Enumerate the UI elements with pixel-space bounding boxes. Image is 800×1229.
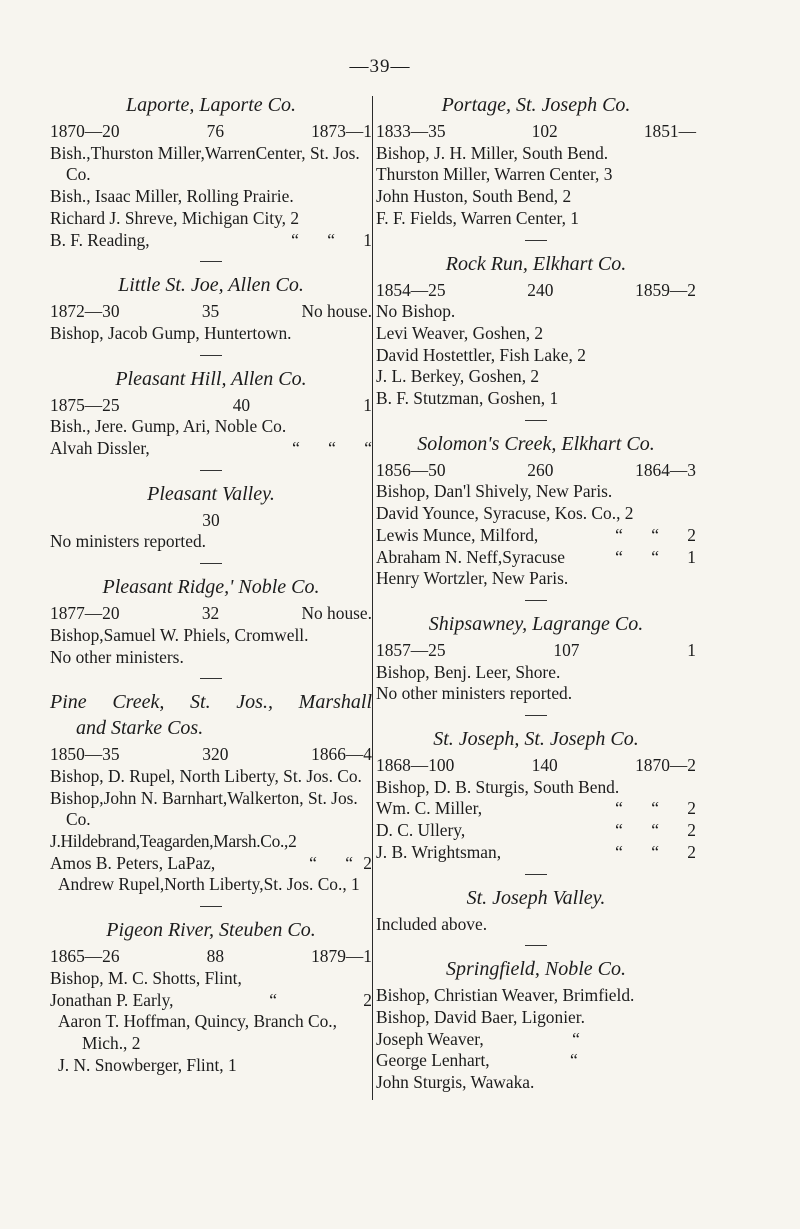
ditto-marks xyxy=(591,842,696,864)
member-count: 76 xyxy=(206,121,225,141)
ditto-mark: “ xyxy=(292,438,300,459)
ditto-marks xyxy=(591,820,696,842)
congregation-solomons-creek xyxy=(376,431,696,590)
minister-name: Wm. C. Miller, xyxy=(376,798,483,819)
minister-name: D. C. Ullery, xyxy=(376,820,466,841)
ditto-mark: “ xyxy=(291,229,299,250)
member-count: 88 xyxy=(206,946,225,967)
minister-count: 1 xyxy=(687,546,696,567)
minister-name: Lewis Munce, Milford, xyxy=(376,524,539,545)
left-column xyxy=(50,92,372,1076)
minister-name: J. B. Wrightsman, xyxy=(376,841,502,862)
congregation-heading: Pleasant Valley. xyxy=(147,482,275,505)
member-count: 35 xyxy=(201,301,220,322)
minister-line xyxy=(50,438,372,460)
ditto-mark: “ xyxy=(651,820,659,841)
minister-line: Bish., Isaac Miller, Rolling Prairie. xyxy=(50,186,294,207)
minister-line xyxy=(376,1029,696,1051)
congregation-stats xyxy=(50,121,372,143)
minister-count: 2 xyxy=(687,841,696,862)
member-count: 40 xyxy=(232,394,251,415)
section-rule xyxy=(200,470,222,471)
meetinghouse-year: 1851— xyxy=(643,121,696,141)
congregation-little-st-joe xyxy=(50,272,372,344)
minister-line: J. L. Berkey, Goshen, 2 xyxy=(376,366,540,387)
minister-line: Richard J. Shreve, Michigan City, 2 xyxy=(50,207,300,228)
congregation-heading-continued: and Starke Cos. xyxy=(76,717,204,740)
congregation-heading: Portage, St. Joseph Co. xyxy=(441,94,631,116)
minister-line: Included above. xyxy=(376,913,488,934)
congregation-heading: Pigeon River, Steuben Co. xyxy=(106,919,316,942)
congregation-stats xyxy=(50,946,372,968)
congregation-stats xyxy=(50,395,372,417)
congregation-rock-run xyxy=(376,251,696,410)
section-rule xyxy=(200,355,222,356)
minister-name: B. F. Reading, xyxy=(50,229,150,250)
minister-name: Joseph Weaver, xyxy=(376,1028,484,1049)
minister-line: Aaron T. Hoffman, Quincy, Branch Co., Mich., 2 xyxy=(58,1011,337,1053)
section-rule xyxy=(525,874,547,875)
minister-line: Bishop, David Baer, Ligonier. xyxy=(376,1006,585,1027)
ditto-mark: “ xyxy=(615,841,623,862)
member-count: 107 xyxy=(553,639,580,660)
minister-line xyxy=(376,798,696,820)
meetinghouse-year: 1866—4 xyxy=(311,744,372,765)
minister-line xyxy=(376,525,696,547)
minister-line: John Huston, South Bend, 2 xyxy=(376,186,572,207)
meetinghouse-year: 1879—1 xyxy=(311,946,372,967)
ditto-marks xyxy=(268,438,372,460)
page-number: —39— xyxy=(349,56,411,77)
minister-line: Bish., Jere. Gump, Ari, Noble Co. xyxy=(50,416,287,437)
congregation-shipsawney xyxy=(376,611,696,705)
minister-line: David Hostettler, Fish Lake, 2 xyxy=(376,344,586,365)
congregation-st-joseph-valley xyxy=(376,885,696,936)
minister-count: 1 xyxy=(363,229,372,250)
congregation-heading: Little St. Joe, Allen Co. xyxy=(118,274,304,297)
section-rule xyxy=(200,906,222,907)
minister-line: No other ministers reported. xyxy=(376,683,573,704)
minister-line: No ministers reported. xyxy=(50,531,206,552)
organized-year: 1872—30 xyxy=(50,301,120,322)
minister-line: David Younce, Syracuse, Kos. Co., 2 xyxy=(376,503,634,524)
ditto-mark: “ xyxy=(570,1050,578,1071)
congregation-portage xyxy=(376,92,696,230)
minister-line: Bishop,Samuel W. Phiels, Cromwell. xyxy=(50,624,309,645)
member-count: 30 xyxy=(202,509,220,530)
congregation-stats xyxy=(376,121,696,143)
ditto-mark: “ xyxy=(651,841,659,862)
ditto-marks xyxy=(609,547,696,569)
congregation-heading: Pleasant Ridge,' Noble Co. xyxy=(102,576,320,599)
minister-line: No other ministers. xyxy=(50,646,184,667)
congregation-heading: Solomon's Creek, Elkhart Co. xyxy=(417,432,655,455)
minister-name: Jonathan P. Early, xyxy=(50,989,174,1010)
congregation-heading: Springfield, Noble Co. xyxy=(446,958,626,981)
minister-line: Bishop, Benj. Leer, Shore. xyxy=(376,661,561,682)
ditto-mark: “ xyxy=(615,524,623,545)
minister-line: Bishop, Dan'l Shively, New Paris. xyxy=(376,481,613,502)
minister-line: Bishop, Christian Weaver, Brimfield. xyxy=(376,985,635,1006)
ditto-mark: “ xyxy=(364,438,372,459)
ditto-mark: “ xyxy=(269,989,277,1010)
congregation-heading: Pine Creek, St. Jos., Marshall xyxy=(50,691,372,714)
organized-year: 1877—20 xyxy=(50,603,120,624)
organized-year: 1870—20 xyxy=(50,121,120,141)
ditto-mark: “ xyxy=(651,524,659,545)
minister-line: Levi Weaver, Goshen, 2 xyxy=(376,322,544,343)
congregation-pine-creek xyxy=(50,689,372,896)
congregation-st-joseph xyxy=(376,726,696,864)
minister-line: Andrew Rupel,North Liberty,St. Jos. Co., 1 xyxy=(58,874,360,895)
congregation-stats xyxy=(376,460,696,482)
minister-line: J.Hildebrand,Teagarden,Marsh.Co.,2 xyxy=(50,831,297,852)
minister-line: Thurston Miller, Warren Center, 3 xyxy=(376,164,613,185)
minister-line: No Bishop. xyxy=(376,301,456,322)
organized-year: 1857—25 xyxy=(376,639,446,660)
ditto-marks xyxy=(591,798,696,820)
meetinghouse-year: 1870—2 xyxy=(635,755,696,776)
congregation-springfield xyxy=(376,956,696,1094)
ditto-mark: “ xyxy=(309,852,317,873)
member-count: 140 xyxy=(531,755,558,776)
congregation-heading: St. Joseph Valley. xyxy=(466,886,606,909)
minister-line: Bishop, D. B. Sturgis, South Bend. xyxy=(376,776,620,797)
meetinghouse-year: 1864—3 xyxy=(635,459,696,480)
section-rule xyxy=(525,420,547,421)
minister-count: 2 xyxy=(363,852,372,873)
right-column xyxy=(376,92,696,1094)
minister-count: 2 xyxy=(687,820,696,841)
minister-line: Henry Wortzler, New Paris. xyxy=(376,568,569,589)
congregation-pleasant-valley xyxy=(50,481,372,553)
ditto-mark: “ xyxy=(615,798,623,819)
ditto-mark: “ xyxy=(345,852,353,873)
minister-line: John Sturgis, Wawaka. xyxy=(376,1072,535,1093)
member-count: 32 xyxy=(201,603,220,624)
section-rule xyxy=(525,240,547,241)
ditto-mark: “ xyxy=(327,229,335,250)
section-rule xyxy=(525,715,547,716)
minister-name: George Lenhart, xyxy=(376,1050,490,1071)
column-divider xyxy=(372,96,373,1100)
organized-year: 1865—26 xyxy=(50,946,120,967)
minister-line xyxy=(376,547,696,569)
congregation-laporte xyxy=(50,92,372,251)
ditto-mark: “ xyxy=(572,1028,580,1049)
congregation-pigeon-river xyxy=(50,917,372,1076)
organized-year: 1854—25 xyxy=(376,279,446,300)
minister-count: 2 xyxy=(363,989,372,1010)
organized-year: 1850—35 xyxy=(50,744,120,765)
minister-count: 2 xyxy=(687,524,696,545)
member-count: 240 xyxy=(527,279,554,300)
organized-year: 1868—100 xyxy=(376,755,455,776)
ditto-mark: “ xyxy=(328,438,336,459)
ditto-marks xyxy=(245,990,372,1012)
congregation-stats xyxy=(50,603,372,625)
ditto-mark: “ xyxy=(615,546,623,567)
ditto-marks xyxy=(591,525,696,547)
minister-line xyxy=(50,230,372,252)
minister-name: Amos B. Peters, LaPaz, xyxy=(50,852,216,873)
section-rule xyxy=(200,261,222,262)
organized-year: 1875—25 xyxy=(50,394,120,415)
ditto-mark: “ xyxy=(651,546,659,567)
section-rule xyxy=(525,600,547,601)
minister-name: Abraham N. Neff,Syracuse xyxy=(376,546,565,567)
meetinghouse-note: No house. xyxy=(301,603,372,624)
minister-name: Alvah Dissler, xyxy=(50,438,150,459)
congregation-heading: Shipsawney, Lagrange Co. xyxy=(428,612,644,635)
congregation-stats xyxy=(50,744,372,766)
meetinghouse-note: No house. xyxy=(301,301,372,322)
minister-line: Bishop, J. H. Miller, South Bend. xyxy=(376,142,609,163)
congregation-stats xyxy=(376,640,696,662)
meetinghouse-year: 1859—2 xyxy=(635,279,696,300)
congregation-pleasant-hill xyxy=(50,366,372,460)
member-count: 102 xyxy=(531,121,558,141)
ditto-mark: “ xyxy=(615,820,623,841)
minister-line xyxy=(376,842,696,864)
minister-line: J. N. Snowberger, Flint, 1 xyxy=(58,1054,237,1075)
minister-line xyxy=(50,853,372,875)
minister-line xyxy=(376,820,696,842)
congregation-heading: Laporte, Laporte Co. xyxy=(125,94,297,116)
ditto-marks xyxy=(267,230,372,252)
minister-line xyxy=(50,990,372,1012)
section-rule xyxy=(200,563,222,564)
member-count: 260 xyxy=(527,459,554,480)
congregation-heading: St. Joseph, St. Joseph Co. xyxy=(433,728,639,751)
section-rule xyxy=(525,945,547,946)
ditto-marks xyxy=(285,853,372,875)
congregation-stats xyxy=(376,755,696,777)
congregation-heading: Pleasant Hill, Allen Co. xyxy=(115,367,307,390)
minister-line: Bish.,Thurston Miller,WarrenCenter, St. Jos. Co. xyxy=(50,142,360,185)
organized-year: 1833—35 xyxy=(376,121,446,141)
organized-year: 1856—50 xyxy=(376,459,446,480)
minister-line: Bishop, Jacob Gump, Huntertown. xyxy=(50,322,292,343)
minister-line xyxy=(376,1050,696,1072)
minister-line: F. F. Fields, Warren Center, 1 xyxy=(376,207,579,228)
member-count: 320 xyxy=(202,744,229,765)
meetinghouse-year: 1873—1 xyxy=(311,121,372,141)
minister-line: Bishop,John N. Barnhart,Walkerton, St. Jos. Co. xyxy=(50,787,358,830)
minister-line: B. F. Stutzman, Goshen, 1 xyxy=(376,388,559,409)
ditto-mark: “ xyxy=(651,798,659,819)
ministers-count: 1 xyxy=(363,394,372,415)
section-rule xyxy=(200,678,222,679)
congregation-stats xyxy=(376,280,696,302)
congregation-heading: Rock Run, Elkhart Co. xyxy=(445,252,627,275)
minister-count: 2 xyxy=(687,798,696,819)
congregation-stats xyxy=(50,301,372,323)
congregation-pleasant-ridge xyxy=(50,574,372,668)
minister-line: Bishop, M. C. Shotts, Flint, xyxy=(50,967,242,988)
ministers-count: 1 xyxy=(687,639,696,660)
minister-line: Bishop, D. Rupel, North Liberty, St. Jos. Co. xyxy=(50,765,362,786)
